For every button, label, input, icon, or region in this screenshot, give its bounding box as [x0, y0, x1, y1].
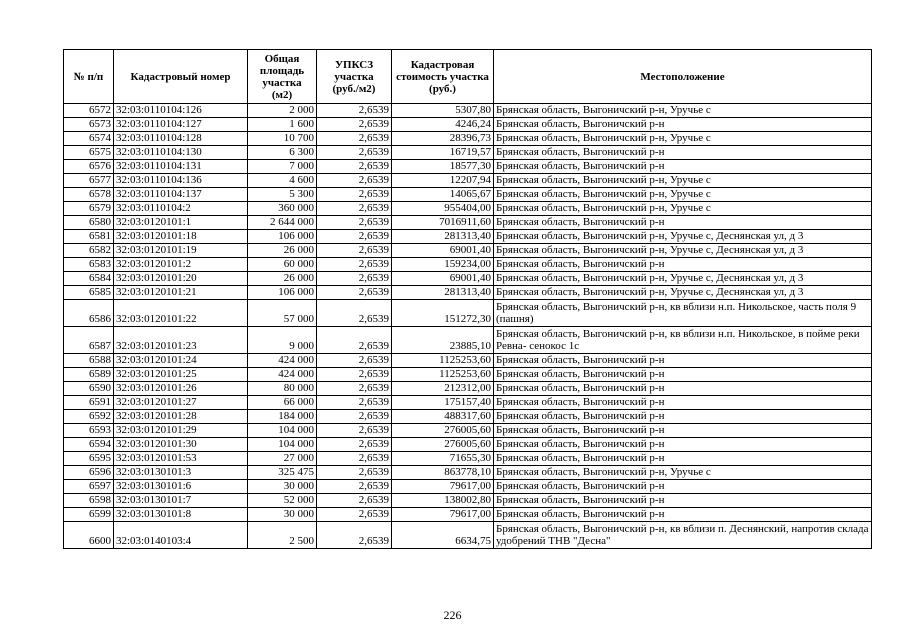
table-row — [64, 160, 872, 174]
row-number-cell: 6592 — [64, 410, 114, 424]
table-row — [64, 522, 872, 549]
row-number-cell: 6598 — [64, 494, 114, 508]
row-number-cell: 6591 — [64, 396, 114, 410]
location-cell: Брянская область, Выгоничский р-н — [494, 438, 872, 452]
area-cell: 424 000 — [248, 368, 317, 382]
area-cell: 106 000 — [248, 230, 317, 244]
value-cell: 488317,60 — [392, 410, 494, 424]
upksz-cell: 2,6539 — [317, 244, 392, 258]
table-row — [64, 424, 872, 438]
area-cell: 9 000 — [248, 327, 317, 354]
row-number-cell: 6574 — [64, 132, 114, 146]
table-row — [64, 118, 872, 132]
cadastral-number-cell: 32:03:0120101:21 — [114, 286, 248, 300]
table-header-row — [64, 50, 872, 104]
table-row — [64, 438, 872, 452]
table-row — [64, 104, 872, 118]
upksz-cell: 2,6539 — [317, 146, 392, 160]
upksz-cell: 2,6539 — [317, 188, 392, 202]
cadastral-number-cell: 32:03:0110104:128 — [114, 132, 248, 146]
area-cell: 424 000 — [248, 354, 317, 368]
area-cell: 4 600 — [248, 174, 317, 188]
cadastral-number-cell: 32:03:0120101:18 — [114, 230, 248, 244]
value-cell: 18577,30 — [392, 160, 494, 174]
row-number-cell: 6599 — [64, 508, 114, 522]
area-cell: 104 000 — [248, 438, 317, 452]
location-cell: Брянская область, Выгоничский р-н, Уручье с, Деснянская ул, д 3 — [494, 286, 872, 300]
upksz-cell: 2,6539 — [317, 104, 392, 118]
upksz-cell: 2,6539 — [317, 368, 392, 382]
location-cell: Брянская область, Выгоничский р-н, кв вблизи н.п. Никольское, часть поля 9 (пашня) — [494, 300, 872, 327]
area-cell: 7 000 — [248, 160, 317, 174]
row-number-cell: 6587 — [64, 327, 114, 354]
area-cell: 66 000 — [248, 396, 317, 410]
value-cell: 14065,67 — [392, 188, 494, 202]
table-row — [64, 188, 872, 202]
page-number: 226 — [443, 608, 462, 622]
upksz-cell: 2,6539 — [317, 286, 392, 300]
upksz-cell: 2,6539 — [317, 466, 392, 480]
cadastral-number-cell: 32:03:0110104:130 — [114, 146, 248, 160]
area-cell: 184 000 — [248, 410, 317, 424]
value-cell: 863778,10 — [392, 466, 494, 480]
location-cell: Брянская область, Выгоничский р-н, Уручье с — [494, 466, 872, 480]
location-cell: Брянская область, Выгоничский р-н, Уручье с — [494, 132, 872, 146]
table-row — [64, 494, 872, 508]
upksz-cell: 2,6539 — [317, 424, 392, 438]
cadastral-number-cell: 32:03:0120101:28 — [114, 410, 248, 424]
header-row-number: № п/п — [64, 50, 114, 104]
row-number-cell: 6596 — [64, 466, 114, 480]
header-upksz: УПКСЗ участка (руб./м2) — [317, 50, 392, 104]
row-number-cell: 6572 — [64, 104, 114, 118]
table-row — [64, 410, 872, 424]
row-number-cell: 6589 — [64, 368, 114, 382]
value-cell: 175157,40 — [392, 396, 494, 410]
cadastral-number-cell: 32:03:0120101:30 — [114, 438, 248, 452]
row-number-cell: 6594 — [64, 438, 114, 452]
table-row — [64, 286, 872, 300]
area-cell: 26 000 — [248, 244, 317, 258]
location-cell: Брянская область, Выгоничский р-н, кв вблизи н.п. Никольское, в пойме реки Ревна- сенокос 1с — [494, 327, 872, 354]
area-cell: 2 000 — [248, 104, 317, 118]
row-number-cell: 6597 — [64, 480, 114, 494]
cadastral-number-cell: 32:03:0110104:131 — [114, 160, 248, 174]
value-cell: 212312,00 — [392, 382, 494, 396]
location-cell: Брянская область, Выгоничский р-н, Уручье с, Деснянская ул, д 3 — [494, 244, 872, 258]
table-row — [64, 508, 872, 522]
upksz-cell: 2,6539 — [317, 382, 392, 396]
value-cell: 69001,40 — [392, 272, 494, 286]
location-cell: Брянская область, Выгоничский р-н — [494, 494, 872, 508]
cadastral-number-cell: 32:03:0120101:23 — [114, 327, 248, 354]
table-row — [64, 202, 872, 216]
cadastral-number-cell: 32:03:0120101:26 — [114, 382, 248, 396]
location-cell: Брянская область, Выгоничский р-н — [494, 258, 872, 272]
location-cell: Брянская область, Выгоничский р-н — [494, 452, 872, 466]
location-cell: Брянская область, Выгоничский р-н — [494, 368, 872, 382]
table-row — [64, 466, 872, 480]
table-row — [64, 146, 872, 160]
upksz-cell: 2,6539 — [317, 438, 392, 452]
location-cell: Брянская область, Выгоничский р-н — [494, 354, 872, 368]
table-row — [64, 258, 872, 272]
value-cell: 5307,80 — [392, 104, 494, 118]
header-location: Местоположение — [494, 50, 872, 104]
cadastral-number-cell: 32:03:0120101:29 — [114, 424, 248, 438]
area-cell: 2 644 000 — [248, 216, 317, 230]
row-number-cell: 6585 — [64, 286, 114, 300]
location-cell: Брянская область, Выгоничский р-н, Уручье с — [494, 188, 872, 202]
location-cell: Брянская область, Выгоничский р-н — [494, 382, 872, 396]
value-cell: 69001,40 — [392, 244, 494, 258]
location-cell: Брянская область, Выгоничский р-н — [494, 508, 872, 522]
upksz-cell: 2,6539 — [317, 300, 392, 327]
value-cell: 7016911,60 — [392, 216, 494, 230]
area-cell: 2 500 — [248, 522, 317, 549]
cadastral-number-cell: 32:03:0120101:53 — [114, 452, 248, 466]
value-cell: 281313,40 — [392, 230, 494, 244]
upksz-cell: 2,6539 — [317, 522, 392, 549]
value-cell: 281313,40 — [392, 286, 494, 300]
location-cell: Брянская область, Выгоничский р-н — [494, 216, 872, 230]
location-cell: Брянская область, Выгоничский р-н — [494, 160, 872, 174]
table-row — [64, 327, 872, 354]
value-cell: 138002,80 — [392, 494, 494, 508]
cadastral-number-cell: 32:03:0110104:137 — [114, 188, 248, 202]
upksz-cell: 2,6539 — [317, 132, 392, 146]
row-number-cell: 6588 — [64, 354, 114, 368]
cadastral-number-cell: 32:03:0120101:22 — [114, 300, 248, 327]
row-number-cell: 6595 — [64, 452, 114, 466]
value-cell: 4246,24 — [392, 118, 494, 132]
area-cell: 26 000 — [248, 272, 317, 286]
upksz-cell: 2,6539 — [317, 160, 392, 174]
area-cell: 57 000 — [248, 300, 317, 327]
cadastral-number-cell: 32:03:0140103:4 — [114, 522, 248, 549]
row-number-cell: 6590 — [64, 382, 114, 396]
cadastral-number-cell: 32:03:0120101:25 — [114, 368, 248, 382]
value-cell: 276005,60 — [392, 438, 494, 452]
value-cell: 1125253,60 — [392, 368, 494, 382]
row-number-cell: 6582 — [64, 244, 114, 258]
row-number-cell: 6577 — [64, 174, 114, 188]
area-cell: 5 300 — [248, 188, 317, 202]
location-cell: Брянская область, Выгоничский р-н, кв вблизи п. Деснянский, напротив склада удобрений ТНВ "Десна" — [494, 522, 872, 549]
upksz-cell: 2,6539 — [317, 494, 392, 508]
row-number-cell: 6583 — [64, 258, 114, 272]
location-cell: Брянская область, Выгоничский р-н, Уручье с — [494, 202, 872, 216]
upksz-cell: 2,6539 — [317, 327, 392, 354]
row-number-cell: 6573 — [64, 118, 114, 132]
area-cell: 27 000 — [248, 452, 317, 466]
value-cell: 71655,30 — [392, 452, 494, 466]
upksz-cell: 2,6539 — [317, 118, 392, 132]
cadastral-number-cell: 32:03:0110104:126 — [114, 104, 248, 118]
table-row — [64, 230, 872, 244]
cadastral-number-cell: 32:03:0130101:7 — [114, 494, 248, 508]
area-cell: 1 600 — [248, 118, 317, 132]
cadastral-table — [63, 49, 872, 549]
cadastral-number-cell: 32:03:0120101:27 — [114, 396, 248, 410]
cadastral-number-cell: 32:03:0110104:136 — [114, 174, 248, 188]
location-cell: Брянская область, Выгоничский р-н — [494, 146, 872, 160]
area-cell: 325 475 — [248, 466, 317, 480]
row-number-cell: 6581 — [64, 230, 114, 244]
row-number-cell: 6586 — [64, 300, 114, 327]
upksz-cell: 2,6539 — [317, 354, 392, 368]
table-row — [64, 216, 872, 230]
location-cell: Брянская область, Выгоничский р-н, Уручье с — [494, 104, 872, 118]
cadastral-number-cell: 32:03:0120101:24 — [114, 354, 248, 368]
header-cadastral-number: Кадастровый номер — [114, 50, 248, 104]
table-body — [64, 104, 872, 549]
row-number-cell: 6593 — [64, 424, 114, 438]
value-cell: 16719,57 — [392, 146, 494, 160]
area-cell: 80 000 — [248, 382, 317, 396]
location-cell: Брянская область, Выгоничский р-н — [494, 410, 872, 424]
row-number-cell: 6600 — [64, 522, 114, 549]
table-row — [64, 174, 872, 188]
area-cell: 60 000 — [248, 258, 317, 272]
value-cell: 79617,00 — [392, 508, 494, 522]
header-cadastral-value: Кадастровая стоимость участка (руб.) — [392, 50, 494, 104]
value-cell: 23885,10 — [392, 327, 494, 354]
cadastral-number-cell: 32:03:0120101:19 — [114, 244, 248, 258]
location-cell: Брянская область, Выгоничский р-н, Уручье с — [494, 174, 872, 188]
row-number-cell: 6584 — [64, 272, 114, 286]
value-cell: 955404,00 — [392, 202, 494, 216]
location-cell: Брянская область, Выгоничский р-н — [494, 396, 872, 410]
upksz-cell: 2,6539 — [317, 230, 392, 244]
value-cell: 276005,60 — [392, 424, 494, 438]
value-cell: 79617,00 — [392, 480, 494, 494]
location-cell: Брянская область, Выгоничский р-н — [494, 480, 872, 494]
upksz-cell: 2,6539 — [317, 410, 392, 424]
area-cell: 360 000 — [248, 202, 317, 216]
table-row — [64, 132, 872, 146]
value-cell: 1125253,60 — [392, 354, 494, 368]
location-cell: Брянская область, Выгоничский р-н — [494, 118, 872, 132]
cadastral-number-cell: 32:03:0120101:20 — [114, 272, 248, 286]
row-number-cell: 6579 — [64, 202, 114, 216]
cadastral-number-cell: 32:03:0120101:1 — [114, 216, 248, 230]
upksz-cell: 2,6539 — [317, 396, 392, 410]
row-number-cell: 6576 — [64, 160, 114, 174]
cadastral-number-cell: 32:03:0110104:2 — [114, 202, 248, 216]
table-row — [64, 396, 872, 410]
upksz-cell: 2,6539 — [317, 480, 392, 494]
upksz-cell: 2,6539 — [317, 508, 392, 522]
value-cell: 28396,73 — [392, 132, 494, 146]
value-cell: 159234,00 — [392, 258, 494, 272]
cadastral-number-cell: 32:03:0110104:127 — [114, 118, 248, 132]
upksz-cell: 2,6539 — [317, 216, 392, 230]
location-cell: Брянская область, Выгоничский р-н, Уручье с, Деснянская ул, д 3 — [494, 230, 872, 244]
value-cell: 6634,75 — [392, 522, 494, 549]
row-number-cell: 6578 — [64, 188, 114, 202]
table-row — [64, 382, 872, 396]
table-row — [64, 244, 872, 258]
area-cell: 30 000 — [248, 508, 317, 522]
cadastral-number-cell: 32:03:0120101:2 — [114, 258, 248, 272]
row-number-cell: 6575 — [64, 146, 114, 160]
area-cell: 10 700 — [248, 132, 317, 146]
area-cell: 30 000 — [248, 480, 317, 494]
header-total-area: Общая площадь участка (м2) — [248, 50, 317, 104]
area-cell: 106 000 — [248, 286, 317, 300]
table-row — [64, 300, 872, 327]
table-row — [64, 354, 872, 368]
cadastral-number-cell: 32:03:0130101:8 — [114, 508, 248, 522]
cadastral-number-cell: 32:03:0130101:3 — [114, 466, 248, 480]
upksz-cell: 2,6539 — [317, 258, 392, 272]
area-cell: 52 000 — [248, 494, 317, 508]
table-row — [64, 368, 872, 382]
area-cell: 104 000 — [248, 424, 317, 438]
row-number-cell: 6580 — [64, 216, 114, 230]
upksz-cell: 2,6539 — [317, 272, 392, 286]
upksz-cell: 2,6539 — [317, 174, 392, 188]
location-cell: Брянская область, Выгоничский р-н, Уручье с, Деснянская ул, д 3 — [494, 272, 872, 286]
upksz-cell: 2,6539 — [317, 202, 392, 216]
table-row — [64, 272, 872, 286]
upksz-cell: 2,6539 — [317, 452, 392, 466]
table-row — [64, 480, 872, 494]
location-cell: Брянская область, Выгоничский р-н — [494, 424, 872, 438]
table-row — [64, 452, 872, 466]
cadastral-number-cell: 32:03:0130101:6 — [114, 480, 248, 494]
area-cell: 6 300 — [248, 146, 317, 160]
value-cell: 12207,94 — [392, 174, 494, 188]
value-cell: 151272,30 — [392, 300, 494, 327]
